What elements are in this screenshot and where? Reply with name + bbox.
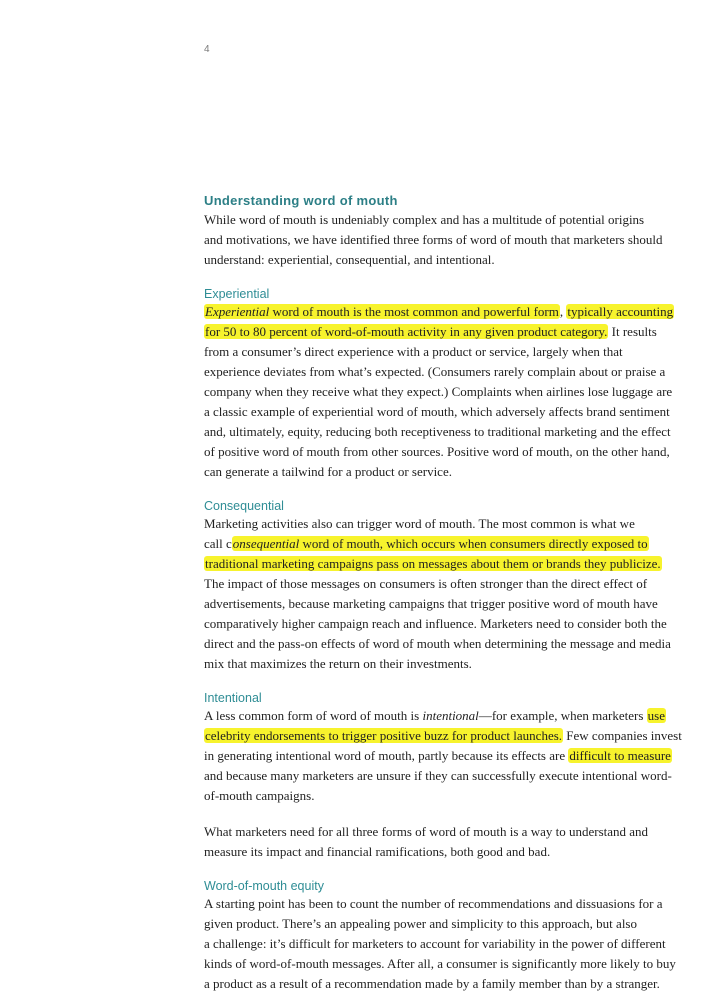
experiential-line: Experiential word of mouth is the most common and powerful form, typically accounting — [205, 304, 674, 319]
consequential-line: Marketing activities also can trigger word of mouth. The most common is what we — [204, 516, 635, 531]
article-body — [204, 193, 704, 994]
summary-line: measure its impact and financial ramifications, both good and bad. — [204, 844, 551, 859]
consequential-line: call consequential word of mouth, which occurs when consumers directly exposed to — [204, 536, 648, 551]
highlight: difficult to measure — [569, 748, 671, 763]
equity-line: given product. There’s an appealing power and simplicity to this approach, but also — [204, 916, 637, 931]
consequential-heading: Consequential — [204, 499, 284, 513]
intro-line: understand: experiential, consequential, and intentional. — [204, 252, 495, 267]
highlight: for 50 to 80 percent of word-of-mouth activity in any given product category. — [205, 324, 608, 339]
highlight: traditional marketing campaigns pass on messages about them or brands they publicize. — [205, 556, 661, 571]
consequential-line: The impact of those messages on consumers is often stronger than the direct effect of — [204, 576, 648, 591]
highlight: Experiential word of mouth is the most common and powerful form — [205, 304, 559, 319]
highlight: use — [647, 708, 666, 723]
intro-line: and motivations, we have identified three forms of word of mouth that marketers should — [204, 232, 663, 247]
intentional-line: of-mouth campaigns. — [204, 788, 315, 803]
highlight: onsequential word of mouth, which occurs when consumers directly exposed to — [232, 536, 648, 551]
consequential-line: advertisements, because marketing campaigns that trigger positive word of mouth have — [204, 596, 658, 611]
intentional-heading: Intentional — [204, 691, 262, 705]
highlight: celebrity endorsements to trigger positive buzz for product launches. — [205, 728, 563, 743]
consequential-line: mix that maximizes the return on their investments. — [204, 656, 472, 671]
term-experiential: Experiential — [205, 304, 270, 319]
intro-line: While word of mouth is undeniably complex and has a multitude of potential origins — [204, 212, 645, 227]
experiential-line: and, ultimately, equity, reducing both receptiveness to traditional marketing and the effect — [204, 424, 671, 439]
section-title: Understanding word of mouth — [204, 193, 398, 208]
equity-line: kinds of word-of-mouth messages. After all, a consumer is significantly more likely to buy — [204, 956, 676, 971]
experiential-heading: Experiential — [204, 287, 270, 301]
summary-paragraph — [204, 822, 704, 862]
experiential-line: company when they receive what they expect.) Complaints when airlines lose luggage are — [204, 384, 673, 399]
experiential-line: for 50 to 80 percent of word-of-mouth activity in any given product category. It results — [205, 324, 657, 339]
experiential-line: from a consumer’s direct experience with a product or service, largely when that — [204, 344, 623, 359]
intro-paragraph — [204, 210, 704, 270]
intentional-line: in generating intentional word of mouth, partly because its effects are difficult to measure — [204, 748, 671, 763]
consequential-line: comparatively higher campaign reach and influence. Marketers need to consider both the — [204, 616, 667, 631]
intentional-line: A less common form of word of mouth is intentional—for example, when marketers use — [204, 708, 666, 723]
intentional-line: celebrity endorsements to trigger positive buzz for product launches. Few companies invest — [205, 728, 682, 743]
equity-line: a product as a result of a recommendation made by a family member than by a stranger. — [204, 976, 660, 991]
term-consequential: onsequential — [232, 536, 300, 551]
equity-line: a challenge: it’s difficult for marketers to account for variability in the power of different — [204, 936, 666, 951]
term-intentional: intentional — [422, 708, 479, 723]
highlight: typically accounting — [567, 304, 674, 319]
consequential-line — [204, 554, 704, 574]
page-number: 4 — [204, 44, 210, 55]
experiential-line: of positive word of mouth from other sources. Positive word of mouth, on the other hand, — [204, 444, 670, 459]
intentional-paragraph — [204, 706, 704, 806]
consequential-line: direct and the pass-on effects of word of mouth when determining the message and media — [204, 636, 671, 651]
intentional-line: and because many marketers are unsure if they can successfully execute intentional word- — [204, 768, 672, 783]
experiential-line: a classic example of experiential word of mouth, which adversely affects brand sentiment — [204, 404, 670, 419]
experiential-paragraph — [204, 302, 704, 482]
equity-heading: Word-of-mouth equity — [204, 879, 324, 893]
summary-line: What marketers need for all three forms of word of mouth is a way to understand and — [204, 824, 649, 839]
consequential-paragraph — [204, 514, 704, 674]
experiential-line: experience deviates from what’s expected. (Consumers rarely complain about or praise a — [204, 364, 666, 379]
equity-line: A starting point has been to count the number of recommendations and dissuasions for a — [204, 896, 663, 911]
experiential-line: can generate a tailwind for a product or service. — [204, 464, 452, 479]
equity-paragraph — [204, 894, 704, 994]
